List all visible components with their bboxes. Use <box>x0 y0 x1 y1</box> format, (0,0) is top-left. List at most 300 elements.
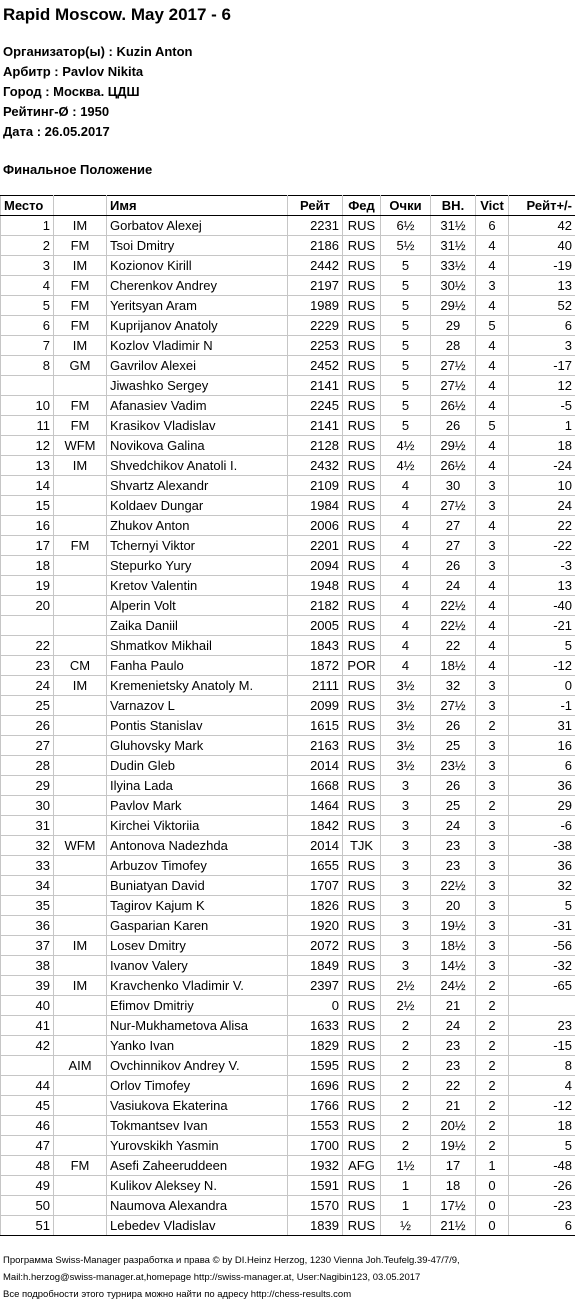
cell-rating-change: -21 <box>509 616 575 636</box>
cell-federation: RUS <box>343 896 381 916</box>
table-row <box>1 316 575 336</box>
table-row <box>1 436 575 456</box>
cell-name: Jiwashko Sergey <box>107 376 288 396</box>
cell-place: 40 <box>1 996 54 1016</box>
table-row <box>1 876 575 896</box>
cell-place: 41 <box>1 1016 54 1036</box>
table-row <box>1 636 575 656</box>
cell-place: 27 <box>1 736 54 756</box>
cell-buchholz: 24 <box>431 816 476 836</box>
table-row <box>1 716 575 736</box>
cell-victories: 2 <box>476 1096 509 1116</box>
cell-place: 19 <box>1 576 54 596</box>
cell-place: 39 <box>1 976 54 996</box>
cell-federation: RUS <box>343 256 381 276</box>
table-row <box>1 256 575 276</box>
cell-buchholz: 29½ <box>431 436 476 456</box>
cell-name: Ilyina Lada <box>107 776 288 796</box>
cell-points: 4 <box>381 556 431 576</box>
cell-federation: RUS <box>343 796 381 816</box>
cell-federation: RUS <box>343 376 381 396</box>
organizer-line: Организатор(ы) : Kuzin Anton <box>3 44 193 59</box>
cell-name: Zhukov Anton <box>107 516 288 536</box>
cell-victories: 3 <box>476 556 509 576</box>
cell-victories: 2 <box>476 1076 509 1096</box>
cell-name: Afanasiev Vadim <box>107 396 288 416</box>
cell-victories: 0 <box>476 1196 509 1216</box>
table-row <box>1 576 575 596</box>
cell-title: WFM <box>54 436 107 456</box>
cell-rating: 2099 <box>288 696 343 716</box>
cell-victories: 4 <box>476 656 509 676</box>
cell-rating-change: 5 <box>509 636 575 656</box>
cell-place: 8 <box>1 356 54 376</box>
table-row <box>1 656 575 676</box>
table-row <box>1 276 575 296</box>
cell-rating: 2197 <box>288 276 343 296</box>
cell-federation: RUS <box>343 776 381 796</box>
cell-victories: 1 <box>476 1156 509 1176</box>
cell-rating-change: 22 <box>509 516 575 536</box>
table-row <box>1 736 575 756</box>
cell-rating-change: 4 <box>509 1076 575 1096</box>
cell-place: 30 <box>1 796 54 816</box>
cell-rating-change: -17 <box>509 356 575 376</box>
cell-victories: 3 <box>476 536 509 556</box>
cell-rating: 1707 <box>288 876 343 896</box>
cell-rating-change: -23 <box>509 1196 575 1216</box>
table-row <box>1 376 575 396</box>
cell-victories: 3 <box>476 856 509 876</box>
cell-victories: 2 <box>476 1016 509 1036</box>
cell-title: FM <box>54 1156 107 1176</box>
cell-title <box>54 556 107 576</box>
cell-rating-change: -40 <box>509 596 575 616</box>
cell-federation: RUS <box>343 496 381 516</box>
cell-rating-change: 5 <box>509 896 575 916</box>
cell-points: 4 <box>381 576 431 596</box>
table-row <box>1 976 575 996</box>
cell-name: Cherenkov Andrey <box>107 276 288 296</box>
cell-rating: 1553 <box>288 1116 343 1136</box>
date-line: Дата : 26.05.2017 <box>3 124 110 139</box>
cell-rating-change: -1 <box>509 696 575 716</box>
cell-title: FM <box>54 396 107 416</box>
cell-federation: RUS <box>343 916 381 936</box>
cell-federation: RUS <box>343 476 381 496</box>
cell-name: Kulikov Aleksey N. <box>107 1176 288 1196</box>
cell-buchholz: 29½ <box>431 296 476 316</box>
cell-rating-change: 10 <box>509 476 575 496</box>
cell-title <box>54 916 107 936</box>
cell-rating-change: 18 <box>509 436 575 456</box>
cell-federation: RUS <box>343 1036 381 1056</box>
cell-title: FM <box>54 316 107 336</box>
cell-rating-change <box>509 996 575 1016</box>
cell-victories: 2 <box>476 1056 509 1076</box>
cell-rating: 1570 <box>288 1196 343 1216</box>
cell-points: 3 <box>381 956 431 976</box>
cell-federation: RUS <box>343 236 381 256</box>
cell-name: Shmatkov Mikhail <box>107 636 288 656</box>
cell-buchholz: 23 <box>431 1056 476 1076</box>
cell-title <box>54 736 107 756</box>
cell-victories: 3 <box>476 736 509 756</box>
cell-rating: 1842 <box>288 816 343 836</box>
cell-place: 11 <box>1 416 54 436</box>
cell-victories: 4 <box>476 456 509 476</box>
cell-victories: 3 <box>476 276 509 296</box>
cell-rating-change: -19 <box>509 256 575 276</box>
city-line: Город : Москва. ЦДШ <box>3 84 140 99</box>
cell-title <box>54 476 107 496</box>
cell-federation: RUS <box>343 1116 381 1136</box>
cell-rating-change: 6 <box>509 316 575 336</box>
cell-name: Kremenietsky Anatoly M. <box>107 676 288 696</box>
cell-victories: 3 <box>476 916 509 936</box>
cell-points: 4 <box>381 496 431 516</box>
cell-victories: 4 <box>476 436 509 456</box>
cell-rating-change: -12 <box>509 1096 575 1116</box>
cell-place: 10 <box>1 396 54 416</box>
cell-points: 5 <box>381 356 431 376</box>
cell-buchholz: 17½ <box>431 1196 476 1216</box>
cell-name: Asefi Zaheeruddeen <box>107 1156 288 1176</box>
cell-points: 1 <box>381 1196 431 1216</box>
table-row <box>1 1136 575 1156</box>
cell-rating-change: -12 <box>509 656 575 676</box>
cell-place: 42 <box>1 1036 54 1056</box>
cell-points: 5 <box>381 256 431 276</box>
cell-victories: 3 <box>476 476 509 496</box>
cell-title: AIM <box>54 1056 107 1076</box>
cell-points: 5 <box>381 336 431 356</box>
cell-rating-change: 13 <box>509 576 575 596</box>
cell-name: Gorbatov Alexej <box>107 216 288 236</box>
cell-title <box>54 576 107 596</box>
cell-rating: 2006 <box>288 516 343 536</box>
cell-federation: POR <box>343 656 381 676</box>
cell-victories: 3 <box>476 756 509 776</box>
cell-points: 3½ <box>381 736 431 756</box>
cell-name: Shvedchikov Anatoli I. <box>107 456 288 476</box>
cell-points: 5 <box>381 296 431 316</box>
cell-rating: 1464 <box>288 796 343 816</box>
cell-victories: 2 <box>476 796 509 816</box>
cell-rating: 2182 <box>288 596 343 616</box>
cell-buchholz: 26½ <box>431 456 476 476</box>
cell-points: 3 <box>381 876 431 896</box>
cell-place: 37 <box>1 936 54 956</box>
table-row <box>1 216 575 236</box>
cell-name: Ivanov Valery <box>107 956 288 976</box>
cell-points: 1 <box>381 1176 431 1196</box>
cell-rating: 1633 <box>288 1016 343 1036</box>
cell-title <box>54 796 107 816</box>
cell-victories: 5 <box>476 416 509 436</box>
cell-place: 35 <box>1 896 54 916</box>
cell-buchholz: 31½ <box>431 216 476 236</box>
cell-place: 38 <box>1 956 54 976</box>
cell-rating: 2163 <box>288 736 343 756</box>
cell-name: Yeritsyan Aram <box>107 296 288 316</box>
table-row <box>1 856 575 876</box>
cell-rating: 2229 <box>288 316 343 336</box>
cell-federation: AFG <box>343 1156 381 1176</box>
cell-victories: 4 <box>476 256 509 276</box>
cell-title <box>54 1076 107 1096</box>
table-row <box>1 796 575 816</box>
cell-title <box>54 716 107 736</box>
cell-rating-change: 42 <box>509 216 575 236</box>
cell-place: 47 <box>1 1136 54 1156</box>
cell-place <box>1 1056 54 1076</box>
cell-title <box>54 1116 107 1136</box>
cell-rating: 1700 <box>288 1136 343 1156</box>
cell-points: 3½ <box>381 676 431 696</box>
cell-points: 2 <box>381 1076 431 1096</box>
cell-rating: 1843 <box>288 636 343 656</box>
cell-name: Gavrilov Alexei <box>107 356 288 376</box>
cell-place: 16 <box>1 516 54 536</box>
cell-place: 32 <box>1 836 54 856</box>
cell-rating-change: 52 <box>509 296 575 316</box>
cell-rating: 1591 <box>288 1176 343 1196</box>
cell-rating: 2442 <box>288 256 343 276</box>
cell-points: 4 <box>381 536 431 556</box>
cell-victories: 2 <box>476 716 509 736</box>
cell-buchholz: 23 <box>431 856 476 876</box>
cell-rating-change: -56 <box>509 936 575 956</box>
table-row <box>1 336 575 356</box>
cell-federation: RUS <box>343 716 381 736</box>
cell-federation: RUS <box>343 1136 381 1156</box>
cell-points: 4½ <box>381 456 431 476</box>
cell-rating: 2109 <box>288 476 343 496</box>
cell-buchholz: 22½ <box>431 616 476 636</box>
cell-points: 3½ <box>381 696 431 716</box>
cell-place: 46 <box>1 1116 54 1136</box>
cell-name: Nur-Mukhametova Alisa <box>107 1016 288 1036</box>
cell-place <box>1 376 54 396</box>
cell-name: Antonova Nadezhda <box>107 836 288 856</box>
cell-buchholz: 25 <box>431 796 476 816</box>
cell-rating: 2452 <box>288 356 343 376</box>
cell-rating-change: 40 <box>509 236 575 256</box>
cell-rating: 1932 <box>288 1156 343 1176</box>
cell-place: 15 <box>1 496 54 516</box>
cell-title <box>54 616 107 636</box>
cell-points: 2 <box>381 1136 431 1156</box>
cell-place: 7 <box>1 336 54 356</box>
cell-rating-change: 36 <box>509 776 575 796</box>
cell-points: 2 <box>381 1056 431 1076</box>
table-row <box>1 236 575 256</box>
cell-title <box>54 1216 107 1236</box>
page-title: Rapid Moscow. May 2017 - 6 <box>3 5 231 24</box>
cell-points: 2½ <box>381 996 431 1016</box>
cell-place: 50 <box>1 1196 54 1216</box>
cell-title <box>54 756 107 776</box>
table-row <box>1 816 575 836</box>
cell-title <box>54 696 107 716</box>
cell-federation: RUS <box>343 516 381 536</box>
rating-average-line: Рейтинг-Ø : 1950 <box>3 104 110 119</box>
cell-name: Losev Dmitry <box>107 936 288 956</box>
cell-rating-change: 18 <box>509 1116 575 1136</box>
cell-points: 5 <box>381 376 431 396</box>
cell-victories: 3 <box>476 776 509 796</box>
cell-buchholz: 31½ <box>431 236 476 256</box>
table-row <box>1 476 575 496</box>
table-row <box>1 556 575 576</box>
cell-buchholz: 21 <box>431 996 476 1016</box>
cell-points: 3 <box>381 896 431 916</box>
cell-name: Tchernyi Viktor <box>107 536 288 556</box>
cell-rating-change: 29 <box>509 796 575 816</box>
cell-buchholz: 26 <box>431 716 476 736</box>
cell-title: IM <box>54 336 107 356</box>
cell-rating: 1595 <box>288 1056 343 1076</box>
cell-buchholz: 30½ <box>431 276 476 296</box>
footer-line-chess-results: Все подробности этого турнира можно найти по адресу http://chess-results.com <box>3 1289 352 1300</box>
cell-rating-change: 24 <box>509 496 575 516</box>
table-row <box>1 1096 575 1116</box>
cell-name: Efimov Dmitriy <box>107 996 288 1016</box>
cell-place: 36 <box>1 916 54 936</box>
cell-buchholz: 21 <box>431 1096 476 1116</box>
cell-rating-change: 31 <box>509 716 575 736</box>
cell-points: 5 <box>381 416 431 436</box>
cell-title: IM <box>54 256 107 276</box>
cell-federation: RUS <box>343 276 381 296</box>
cell-name: Kretov Valentin <box>107 576 288 596</box>
cell-rating: 2201 <box>288 536 343 556</box>
table-row <box>1 496 575 516</box>
cell-points: 3½ <box>381 716 431 736</box>
cell-name: Kozionov Kirill <box>107 256 288 276</box>
cell-name: Kuprijanov Anatoly <box>107 316 288 336</box>
cell-points: 4 <box>381 476 431 496</box>
col-header-rating-change: Рейт+/- <box>509 196 575 216</box>
cell-federation: RUS <box>343 316 381 336</box>
cell-title <box>54 1036 107 1056</box>
cell-buchholz: 22 <box>431 1076 476 1096</box>
cell-place: 12 <box>1 436 54 456</box>
cell-rating-change: -38 <box>509 836 575 856</box>
cell-rating: 1826 <box>288 896 343 916</box>
cell-place: 26 <box>1 716 54 736</box>
cell-title <box>54 896 107 916</box>
cell-points: 5 <box>381 396 431 416</box>
table-row <box>1 1056 575 1076</box>
cell-points: 4 <box>381 656 431 676</box>
cell-buchholz: 20½ <box>431 1116 476 1136</box>
cell-federation: RUS <box>343 1176 381 1196</box>
cell-name: Pontis Stanislav <box>107 716 288 736</box>
cell-place: 6 <box>1 316 54 336</box>
col-header-federation: Фед <box>343 196 381 216</box>
table-row <box>1 996 575 1016</box>
cell-victories: 3 <box>476 936 509 956</box>
cell-buchholz: 18½ <box>431 936 476 956</box>
cell-title: IM <box>54 936 107 956</box>
cell-rating: 2014 <box>288 836 343 856</box>
table-row <box>1 1156 575 1176</box>
cell-place: 3 <box>1 256 54 276</box>
cell-points: 4 <box>381 516 431 536</box>
cell-federation: RUS <box>343 616 381 636</box>
cell-name: Tokmantsev Ivan <box>107 1116 288 1136</box>
cell-points: 2½ <box>381 976 431 996</box>
cell-title <box>54 636 107 656</box>
cell-place: 34 <box>1 876 54 896</box>
cell-points: 5 <box>381 276 431 296</box>
cell-place: 28 <box>1 756 54 776</box>
cell-name: Koldaev Dungar <box>107 496 288 516</box>
cell-federation: RUS <box>343 1076 381 1096</box>
final-standings-heading: Финальное Положение <box>3 162 153 177</box>
cell-federation: RUS <box>343 576 381 596</box>
cell-points: 4½ <box>381 436 431 456</box>
cell-place: 17 <box>1 536 54 556</box>
cell-rating-change: 36 <box>509 856 575 876</box>
table-row <box>1 896 575 916</box>
cell-rating-change: 16 <box>509 736 575 756</box>
cell-victories: 4 <box>476 616 509 636</box>
cell-place: 48 <box>1 1156 54 1176</box>
cell-rating: 1655 <box>288 856 343 876</box>
cell-place: 22 <box>1 636 54 656</box>
cell-place: 2 <box>1 236 54 256</box>
table-row <box>1 676 575 696</box>
cell-federation: RUS <box>343 1096 381 1116</box>
cell-title <box>54 856 107 876</box>
table-row <box>1 1196 575 1216</box>
cell-buchholz: 22½ <box>431 596 476 616</box>
table-row <box>1 696 575 716</box>
cell-title <box>54 496 107 516</box>
cell-buchholz: 14½ <box>431 956 476 976</box>
cell-victories: 4 <box>476 356 509 376</box>
cell-place: 4 <box>1 276 54 296</box>
cell-name: Krasikov Vladislav <box>107 416 288 436</box>
cell-rating: 2141 <box>288 376 343 396</box>
cell-rating: 2111 <box>288 676 343 696</box>
cell-rating: 2397 <box>288 976 343 996</box>
cell-title <box>54 376 107 396</box>
cell-victories: 2 <box>476 976 509 996</box>
cell-name: Ovchinnikov Andrey V. <box>107 1056 288 1076</box>
cell-place: 13 <box>1 456 54 476</box>
cell-rating: 2005 <box>288 616 343 636</box>
cell-place: 23 <box>1 656 54 676</box>
cell-buchholz: 23 <box>431 836 476 856</box>
cell-victories: 5 <box>476 316 509 336</box>
cell-name: Novikova Galina <box>107 436 288 456</box>
cell-federation: RUS <box>343 996 381 1016</box>
cell-rating: 1829 <box>288 1036 343 1056</box>
table-row <box>1 1076 575 1096</box>
cell-rating: 1615 <box>288 716 343 736</box>
cell-name: Alperin Volt <box>107 596 288 616</box>
cell-points: 3 <box>381 776 431 796</box>
cell-rating: 2186 <box>288 236 343 256</box>
cell-points: 3 <box>381 796 431 816</box>
cell-buchholz: 27½ <box>431 356 476 376</box>
cell-federation: RUS <box>343 636 381 656</box>
cell-title <box>54 516 107 536</box>
